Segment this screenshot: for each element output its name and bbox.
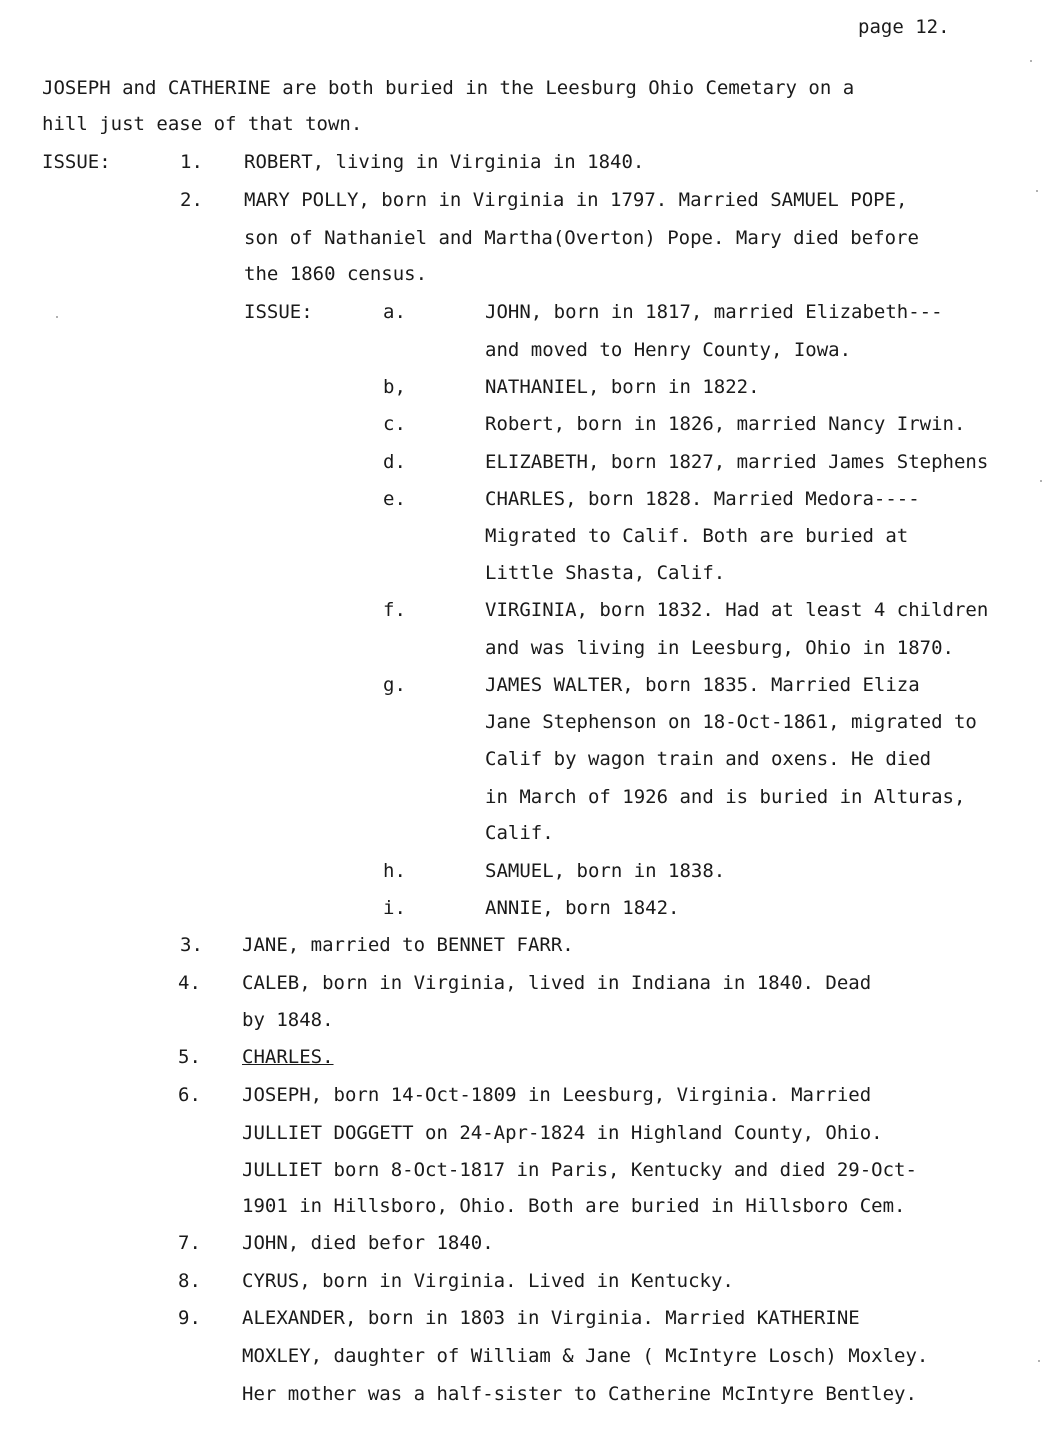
scan-speck	[1036, 190, 1038, 192]
intro-line-1: JOSEPH and CATHERINE are both buried in the Leesburg Ohio Cemetary on a	[42, 77, 855, 99]
grandchild-letter: g.	[383, 674, 406, 696]
child-text: CYRUS, born in Virginia. Lived in Kentucky.	[242, 1270, 734, 1292]
child-text: JOHN, died befor 1840.	[242, 1232, 494, 1254]
grandchild-letter: h.	[383, 860, 406, 882]
child-text: ALEXANDER, born in 1803 in Virginia. Married KATHERINE	[242, 1307, 860, 1329]
scan-speck	[1038, 1360, 1040, 1362]
child-text: JANE, married to BENNET FARR.	[242, 934, 574, 956]
scan-speck	[1040, 480, 1042, 482]
grandchild-text: NATHANIEL, born in 1822.	[485, 376, 760, 398]
child-number: 9.	[178, 1307, 201, 1329]
grandchild-text: CHARLES, born 1828. Married Medora----	[485, 488, 920, 510]
child-number: 8.	[178, 1270, 201, 1292]
grandchild-text: VIRGINIA, born 1832. Had at least 4 children	[485, 599, 989, 621]
child-number: 3.	[180, 934, 203, 956]
grandchild-text: JOHN, born in 1817, married Elizabeth---	[485, 301, 943, 323]
grandchild-letter: f.	[383, 599, 406, 621]
child-text: CHARLES.	[242, 1046, 334, 1068]
child-text: CALEB, born in Virginia, lived in Indiana in 1840. Dead	[242, 972, 872, 994]
grandchild-letter: i.	[383, 897, 406, 919]
grandchild-text: Little Shasta, Calif.	[485, 562, 726, 584]
grandchild-text: Robert, born in 1826, married Nancy Irwin.	[485, 413, 966, 435]
child-text: MOXLEY, daughter of William & Jane ( McIntyre Losch) Moxley.	[242, 1345, 929, 1367]
grandchild-text: Calif.	[485, 822, 554, 844]
page-number: page 12.	[858, 16, 950, 38]
grandchild-text: Calif by wagon train and oxens. He died	[485, 748, 932, 770]
child-text: ROBERT, living in Virginia in 1840.	[244, 151, 645, 173]
intro-line-2: hill just ease of that town.	[42, 113, 363, 135]
child-number: 4.	[178, 972, 201, 994]
grandchild-text: ANNIE, born 1842.	[485, 897, 680, 919]
grandchild-letter: d.	[383, 451, 406, 473]
grandchild-text: ELIZABETH, born 1827, married James Stephens	[485, 451, 989, 473]
child-text: by 1848.	[242, 1009, 334, 1031]
grandchild-letter: a.	[383, 301, 406, 323]
grandchild-text: in March of 1926 and is buried in Alturas,	[485, 786, 966, 808]
scan-speck	[1030, 60, 1032, 62]
child-text: JULLIET DOGGETT on 24-Apr-1824 in Highland County, Ohio.	[242, 1122, 883, 1144]
child-number: 1.	[180, 151, 203, 173]
child-number: 2.	[180, 189, 203, 211]
grandchild-letter: b,	[383, 376, 406, 398]
sub-issue-label: ISSUE:	[244, 301, 313, 323]
grandchild-text: Migrated to Calif. Both are buried at	[485, 525, 909, 547]
grandchild-text: and was living in Leesburg, Ohio in 1870.	[485, 637, 954, 659]
child-text: the 1860 census.	[244, 263, 428, 285]
scan-speck	[56, 316, 58, 318]
grandchild-text: SAMUEL, born in 1838.	[485, 860, 726, 882]
issue-label: ISSUE:	[42, 151, 111, 173]
grandchild-letter: e.	[383, 488, 406, 510]
child-text: son of Nathaniel and Martha(Overton) Pope. Mary died before	[244, 227, 919, 249]
grandchild-letter: c.	[383, 413, 406, 435]
grandchild-text: and moved to Henry County, Iowa.	[485, 339, 852, 361]
child-text: MARY POLLY, born in Virginia in 1797. Married SAMUEL POPE,	[244, 189, 908, 211]
child-text: Her mother was a half-sister to Catherine McIntyre Bentley.	[242, 1383, 917, 1405]
child-text: JULLIET born 8-Oct-1817 in Paris, Kentucky and died 29-Oct-	[242, 1159, 917, 1181]
child-text: JOSEPH, born 14-Oct-1809 in Leesburg, Virginia. Married	[242, 1084, 872, 1106]
grandchild-text: Jane Stephenson on 18-Oct-1861, migrated to	[485, 711, 977, 733]
child-text: 1901 in Hillsboro, Ohio. Both are buried in Hillsboro Cem.	[242, 1195, 906, 1217]
child-number: 6.	[178, 1084, 201, 1106]
grandchild-text: JAMES WALTER, born 1835. Married Eliza	[485, 674, 920, 696]
child-number: 5.	[178, 1046, 201, 1068]
child-number: 7.	[178, 1232, 201, 1254]
